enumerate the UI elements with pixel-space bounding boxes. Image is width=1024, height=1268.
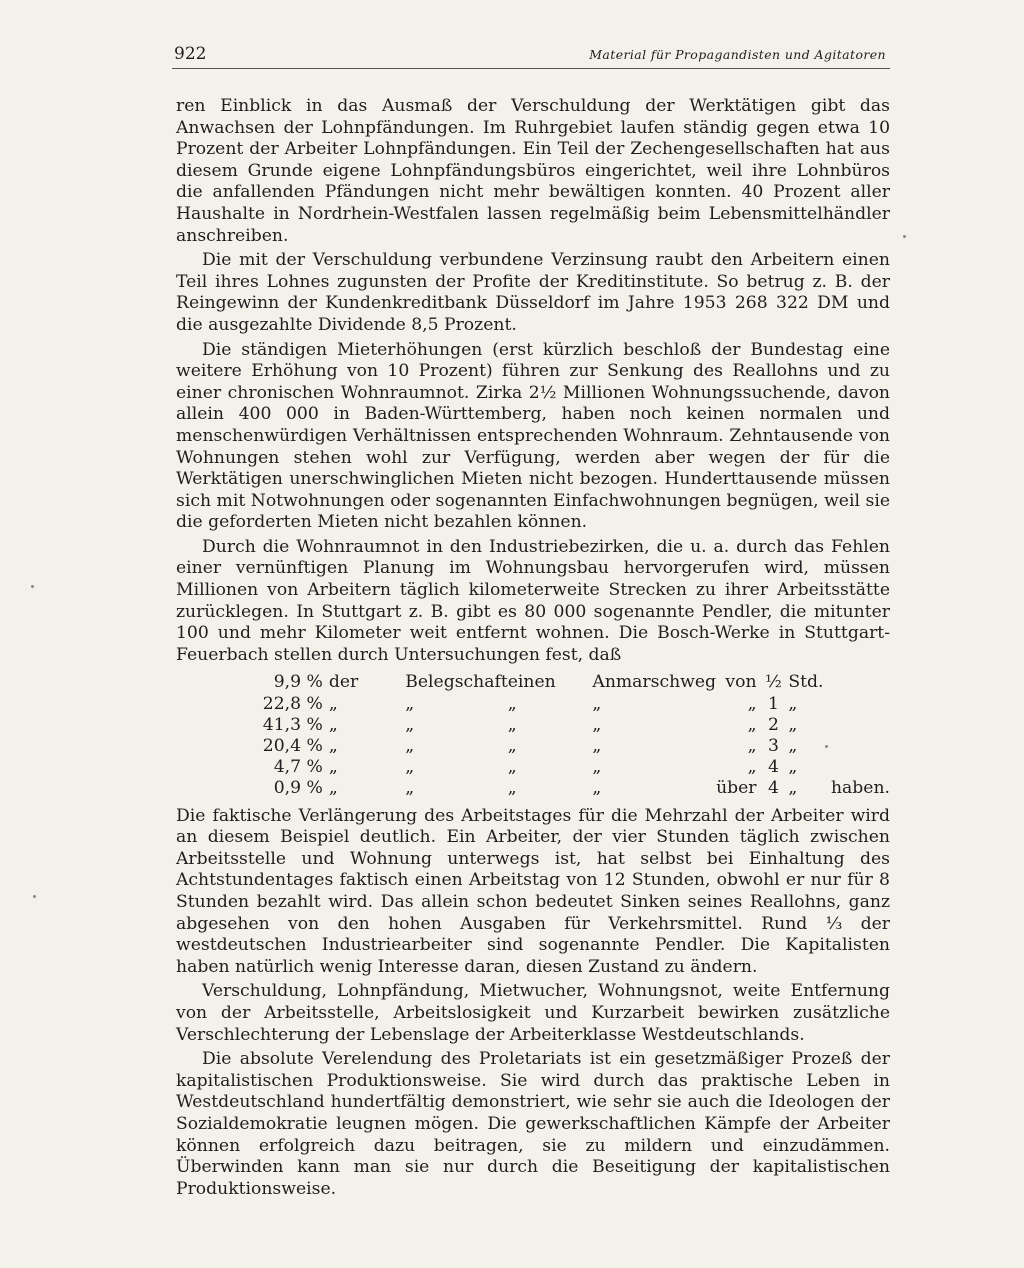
table-cell-tail <box>827 736 890 757</box>
table-cell-unit: „ <box>788 714 798 735</box>
table-cell-pct: 22,8 % <box>262 693 323 714</box>
table-cell-c2: „ <box>405 757 415 778</box>
table-cell-c2: „ <box>405 778 415 799</box>
table-cell-num: 4 <box>767 757 779 778</box>
table-cell-num: 1 <box>767 693 779 714</box>
table-cell-tail <box>827 715 890 736</box>
table-cell-c4: Anmarschweg <box>592 672 717 693</box>
scan-speck <box>903 235 906 238</box>
table-cell-unit: „ <box>788 778 798 799</box>
table-cell-num: 3 <box>767 736 779 757</box>
scan-speck <box>33 895 36 898</box>
paragraph-summary: Verschuldung, Lohnpfändung, Mietwucher, Wohnungsnot, weite Entfernung von der Arbeitsstelle, Arbeitslosigkeit und Kurzarbeit bewirken zusätzliche Verschlechterung der Lebenslage der Arbeiterklasse Westdeutschlands. <box>176 981 890 1045</box>
table-cell-c1: der <box>328 672 359 693</box>
table-cell-c3: „ <box>507 714 517 735</box>
paragraph-debt: ren Einblick in das Ausmaß der Verschuldung der Werktätigen gibt das Anwachsen der Lohnpfändungen. Im Ruhrgebiet laufen ständig gegen etwa 10 Prozent der Arbeiter Lohnpfändungen. Ein Teil der Zechengesellschaften hat aus diesem Grunde eigene Lohnpfändungsbüros eingerichtet, weil ihre Lohnbüros die anfallenden Pfändungen nicht mehr bewältigen konnten. 40 Prozent aller Haushalte in Nordrhein-Westfalen lassen regelmäßig beim Lebensmittelhändler anschreiben. <box>176 96 890 246</box>
table-cell-c1: „ <box>328 714 338 735</box>
table-row <box>258 715 890 736</box>
commute-table <box>258 672 890 799</box>
table-cell-c5: über <box>716 778 757 799</box>
table-cell-pct: 20,4 % <box>262 736 323 757</box>
table-cell-c2: „ <box>405 714 415 735</box>
table-cell-c5: „ <box>747 693 757 714</box>
table-cell-num: 4 <box>767 778 779 799</box>
table-cell-unit: Std. <box>788 672 824 693</box>
table-cell-c5: von <box>725 672 757 693</box>
paragraph-commuters: Durch die Wohnraumnot in den Industriebezirken, die u. a. durch das Fehlen einer vernünftigen Planung im Wohnungsbau hervorgerufen wird, müssen Millionen von Arbeitern täglich kilometerweite Strecken zu ihrer Arbeitsstätte zurücklegen. In Stuttgart z. B. gibt es 80 000 sogenannte Pendler, die mitunter 100 und mehr Kilometer weit entfernt wohnen. Die Bosch-Werke in Stuttgart-Feuerbach stellen durch Untersuchungen fest, daß <box>176 536 890 665</box>
table-row <box>258 778 890 799</box>
table-cell-tail <box>827 694 890 715</box>
table-cell-pct: 41,3 % <box>262 714 323 735</box>
table-cell-c4: „ <box>592 757 602 778</box>
table-row <box>258 694 890 715</box>
table-cell-c1: „ <box>328 693 338 714</box>
table-cell-c2: „ <box>405 736 415 757</box>
header-rule <box>172 68 890 69</box>
table-cell-c2: Belegschaft <box>405 672 508 693</box>
scan-speck <box>825 745 828 748</box>
table-cell-unit: „ <box>788 693 798 714</box>
table-cell-c3: „ <box>507 757 517 778</box>
paragraph-workday: Die faktische Verlängerung des Arbeitstages für die Mehrzahl der Arbeiter wird an diesem Beispiel deutlich. Ein Arbeiter, der vier Stunden täglich zwischen Arbeitsstelle und Wohnung unterwegs ist, hat selbst bei Einhaltung des Achtstundentages faktisch einen Arbeitstag von 12 Stunden, obwohl er nur für 8 Stunden bezahlt wird. Das allein schon bedeutet Sinken seines Reallohns, ganz abgesehen von den hohen Ausgaben für Verkehrsmittel. Rund ⅓ der westdeutschen Industriearbeiter sind sogenannte Pendler. Die Kapitalisten haben natürlich wenig Interesse daran, diesen Zustand zu ändern. <box>176 805 890 977</box>
table-cell-c1: „ <box>328 778 338 799</box>
table-cell-unit: „ <box>788 757 798 778</box>
paragraph-interest: Die mit der Verschuldung verbundene Verzinsung raubt den Arbeitern einen Teil ihres Lohnes zugunsten der Profite der Kreditinstitute. So betrug z. B. der Reingewinn der Kundenkreditbank Düsseldorf im Jahre 1953 268 322 DM und die ausgezahlte Dividende 8,5 Prozent. <box>176 250 890 335</box>
table-row <box>258 672 890 693</box>
table-cell-c3: „ <box>507 778 517 799</box>
table-cell-c5: „ <box>747 714 757 735</box>
table-cell-pct: 9,9 % <box>273 672 323 693</box>
table-cell-pct: 0,9 % <box>273 778 323 799</box>
table-cell-c4: „ <box>592 736 602 757</box>
page-number: 922 <box>174 44 207 64</box>
table-cell-c1: „ <box>328 736 338 757</box>
table-cell-c3: „ <box>507 693 517 714</box>
table-cell-tail <box>827 672 890 693</box>
table-cell-c3: „ <box>507 736 517 757</box>
table-cell-c5: „ <box>747 736 757 757</box>
table-cell-c3: einen <box>507 672 556 693</box>
body-text <box>176 96 890 1203</box>
table-cell-tail: haben. <box>830 778 890 799</box>
table-cell-tail <box>827 757 890 778</box>
table-cell-pct: 4,7 % <box>273 757 323 778</box>
table-cell-c4: „ <box>592 778 602 799</box>
paragraph-conclusion: Die absolute Verelendung des Proletariats ist ein gesetzmäßiger Prozeß der kapitalistischen Produktionsweise. Sie wird durch das praktische Leben in Westdeutschland hundertfältig demonstriert, wie sehr sie auch die Ideologen der Sozialdemokratie leugnen mögen. Die gewerkschaftlichen Kämpfe der Arbeiter können erfolgreich dazu beitragen, sie zu mildern und einzudämmen. Überwinden kann man sie nur durch die Beseitigung der kapitalistischen Produktionsweise. <box>176 1049 890 1199</box>
running-title: Material für Propagandisten und Agitatoren <box>589 47 886 62</box>
table-cell-unit: „ <box>788 736 798 757</box>
paragraph-rent: Die ständigen Mieterhöhungen (erst kürzlich beschloß der Bundestag eine weitere Erhöhung von 10 Prozent) führen zur Senkung des Reallohns und zu einer chronischen Wohnraumnot. Zirka 2½ Millionen Wohnungssuchende, davon allein 400 000 in Baden-Württemberg, haben noch keinen normalen und menschenwürdigen Verhältnissen entsprechenden Wohnraum. Zehntausende von Wohnungen stehen wohl zur Verfügung, werden aber wegen der für die Werktätigen unerschwinglichen Mieten nicht bezogen. Hunderttausende müssen sich mit Notwohnungen oder sogenannten Einfachwohnungen begnügen, weil sie die geforderten Mieten nicht bezahlen können. <box>176 339 890 533</box>
table-cell-num: ½ <box>765 672 782 693</box>
table-cell-c4: „ <box>592 714 602 735</box>
table-row <box>258 736 890 757</box>
table-cell-c4: „ <box>592 693 602 714</box>
scan-speck <box>31 585 34 588</box>
table-cell-c2: „ <box>405 693 415 714</box>
table-cell-c1: „ <box>328 757 338 778</box>
table-cell-num: 2 <box>767 714 779 735</box>
table-cell-c5: „ <box>747 757 757 778</box>
table-row <box>258 757 890 778</box>
